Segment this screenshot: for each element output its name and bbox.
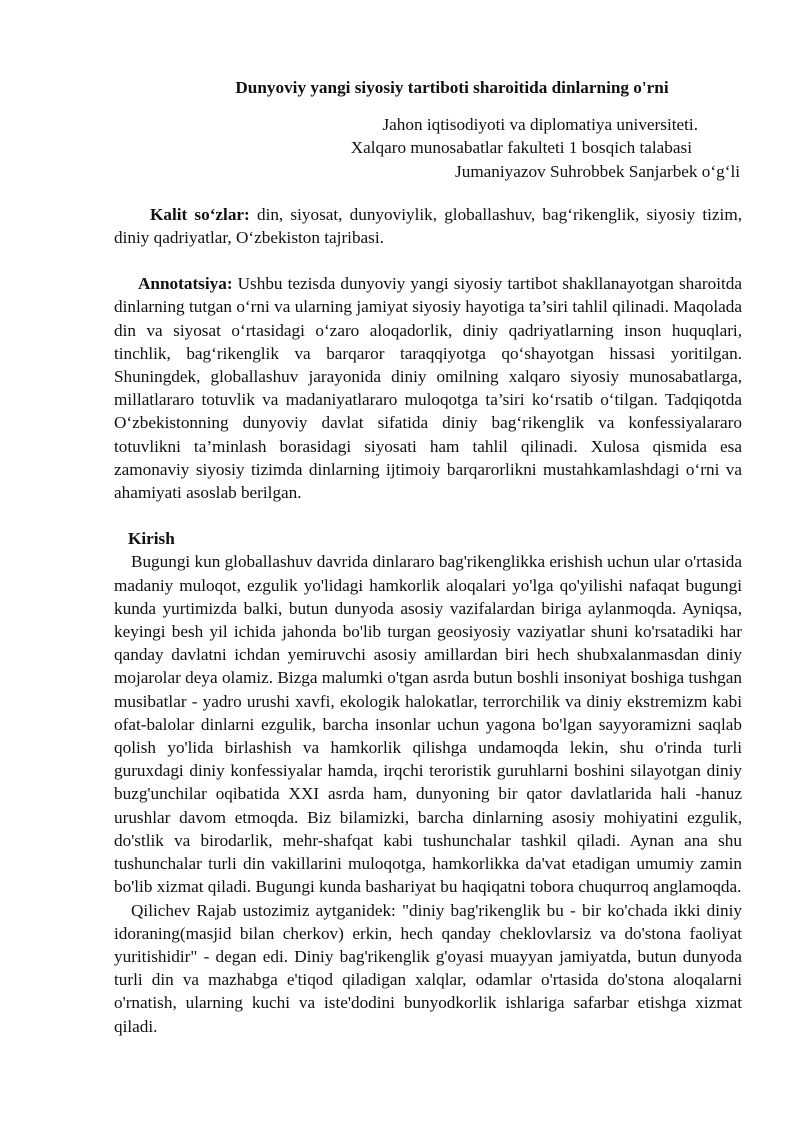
abstract-paragraph	[114, 272, 742, 504]
abstract-label: Annotatsiya:	[138, 274, 233, 294]
intro-paragraph-1: Bugungi kun globallashuv davrida dinlararo bag'rikenglikka erishish uchun ular o'rtasida madaniy muloqot, ezgulik yo'lidagi hamkorlik aloqalari yo'lga qo'yilishi nafaqat bugungi kunda yurtimizda balki, butun dunyoda asosiy vazifalardan biriga aylanmoqda. Ayniqsa, keyingi besh yil ichida jahonda bo'lib turgan geosiyosiy vaziyatlar shuni ko'rsatadiki har qanday davlatni ichdan yemiruvchi asosiy amillardan biri hech shubxalanmasdan diniy mojarolar deya olamiz. Bizga malumki o'tgan asrda butun boshli insoniyat boshiga tushgan musibatlar - yadro urushi xavfi, ekologik halokatlar, terrorchilik va diniy ekstremizm kabi ofat-balolar dinlarni ezgulik, barcha insonlar uchun yagona bo'lgan sayyoramizni saqlab qolish yo'lida birlashish va hamkorlik qilishga undamoqda lekin, shu o'rinda turli guruxdagi diniy konfessiyalar hamda, irqchi teroristik guruhlarni boshini silayotgan diniy buzg'unchilar oqibatida XXI asrda ham, dunyoning bir qator davlatlarida hali -hanuz urushlar davom etmoqda. Biz bilamizki, barcha dinlarning asosiy mohiyatini ezgulik, do'stlik va birodarlik, mehr-shafqat kabi tushunchalar tashkil qiladi. Aynan ana shu tushunchalar turli din vakillarini muloqotga, hamkorlikka da'vat etadigan umumiy zamin bo'lib xizmat qiladi. Bugungi kunda bashariyat bu haqiqatni tobora chuqurroq anglamoqda.	[114, 552, 742, 897]
intro-heading: Kirish	[128, 529, 175, 549]
keywords-paragraph	[114, 203, 742, 249]
author-name: Jumaniyazov Suhrobbek Sanjarbek o‘g‘li	[455, 161, 740, 181]
document-page	[114, 70, 742, 1038]
author-faculty: Xalqaro munosabatlar fakulteti 1 bosqich talabasi	[350, 138, 692, 158]
keywords-label: Kalit so‘zlar:	[150, 204, 250, 224]
document-title: Dunyoviy yangi siyosiy tartiboti sharoitida dinlarning o'rni	[235, 78, 669, 97]
intro-paragraph-2: Qilichev Rajab ustozimiz aytganidek: "diniy bag'rikenglik bu - bir ko'chada ikki diniy idoraning(masjid bilan cherkov) erkin, hech qanday cheklovlarsiz va do'stona faoliyat yuritishidir" - degan edi. Diniy bag'rikenglik g'oyasi muayyan jamiyatda, butun dunyoda turli din va mazhabga e'tiqod qiladigan xalqlar, odamlar o'rtasida do'stona aloqalarni o'rnatish, ularning kuchi va iste'dodini bunyodkorlik ishlariga safarbar etishga xizmat qiladi.	[114, 900, 742, 1036]
keywords-text: din, siyosat, dunyoviylik, globallashuv, bag‘rikenglik, siyosiy tizim, diniy qadriyatlar, O‘zbekiston tajribasi.	[114, 204, 742, 248]
abstract-text: Ushbu tezisda dunyoviy yangi siyosiy tartibot shakllanayotgan sharoitda dinlarning tutgan o‘rni va ularning jamiyat siyosiy hayotiga ta’siri tahlil qilinadi. Maqolada din va siyosat o‘rtasidagi o‘zaro aloqadorlik, diniy qadriyatlarning inson huquqlari, tinchlik, bag‘rikenglik va barqaror taraqqiyotga qo‘shayotgan hissasi yoritilgan. Shuningdek, globallashuv jarayonida diniy omilning xalqaro siyosiy munosabatlarga, millatlararo totuvlik va madaniyatlararo muloqotga ta’siri ko‘rsatib o‘tilgan. Tadqiqotda O‘zbekistonning dunyoviy davlat sifatida diniy bag‘rikenglik va konfessiyalararo totuvlikni ta’minlash borasidagi siyosati ham tahlil qilinadi. Xulosa qismida esa zamonaviy siyosiy tizimda dinlarning ijtimoiy barqarorlikni mustahkamlashdagi o‘rni va ahamiyati asoslab berilgan.	[114, 274, 742, 503]
author-university: Jahon iqtisodiyoti va diplomatiya universiteti.	[382, 115, 698, 135]
